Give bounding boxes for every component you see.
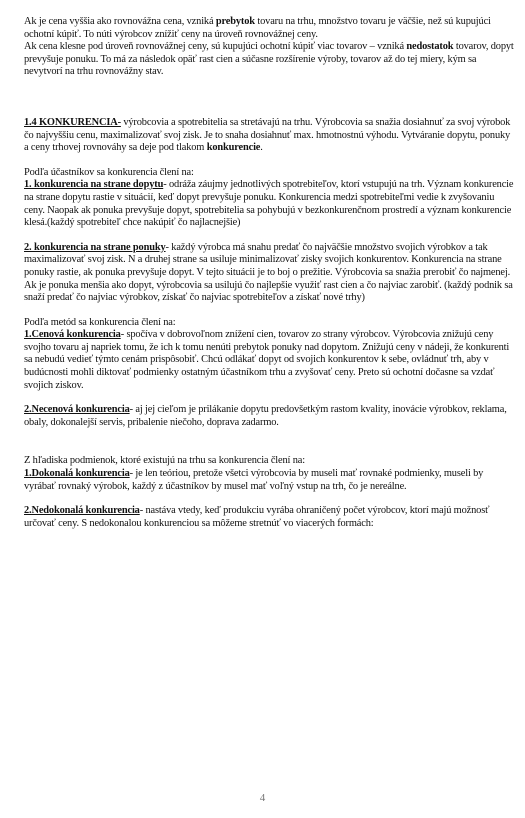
page-number: 4 bbox=[259, 792, 266, 804]
subheading-price: 1.Cenová konkurencia bbox=[24, 329, 121, 341]
paragraph-price-competition bbox=[24, 329, 516, 392]
text: Ak cena klesne pod úroveň rovnovážnej ceny, sú kupujúci ochotní kúpiť viac tovarov – vzniká bbox=[24, 41, 407, 53]
spacer bbox=[24, 493, 516, 505]
paragraph-perfect-competition bbox=[24, 468, 516, 493]
spacer bbox=[24, 392, 516, 404]
text: - spočíva v dobrovoľnom znížení cien, tovarov zo strany výrobcov. Výrobcovia znižujú ceny svojho tovaru aj napriek tomu, že ich k tomu nenúti prebytok ponuky nad dopytom. Znižujú ceny v nádeji, že konkurenti sa nebudú vedieť týmto cenám prispôsobiť. Chcú odlákať dopyt od svojich konkurentov k sebe, ovládnuť trh, aby v budúcnosti mohli diktovať podmienky ostatným účastníkom trhu a zvyšovať ceny. Preto sú ochotní dočasne sa vzdať svojich ziskov. bbox=[24, 329, 510, 391]
spacer bbox=[24, 230, 516, 242]
text: tovaru na trhu, množstvo tovaru je väčšie, než sú kupujúci ochotní kúpiť. To núti výrobcov znížiť ceny na úroveň rovnovážnej ceny. bbox=[24, 16, 491, 40]
paragraph-shortage bbox=[24, 41, 516, 79]
text: - je len teóriou, pretože všetci výrobcovia by museli mať rovnaké podmienky, museli by vyrábať rovnaký výrobok, každý z účastníkov by musel mať voľný vstup na trh, čo je nereálne. bbox=[24, 468, 484, 492]
subheading-supply: 2. konkurencia na strane ponuky bbox=[24, 241, 166, 253]
bold-term-konkurencie: konkurencie bbox=[206, 142, 261, 154]
text: . bbox=[260, 142, 263, 154]
text: - nastáva vtedy, keď produkciu vyrába ohraničený počet výrobcov, ktorí majú možnosť určovať ceny. S nedokonalou konkurenciou sa môžeme stretnúť vo viacerých formách: bbox=[24, 505, 490, 529]
paragraph-surplus bbox=[24, 16, 516, 41]
subheading-imperfect: 2.Nedokonalá konkurencia bbox=[24, 505, 140, 517]
text: Ak je cena vyššia ako rovnovážna cena, vzniká bbox=[24, 16, 216, 27]
paragraph-imperfect-competition bbox=[24, 505, 516, 530]
bold-term-prebytok: prebytok bbox=[215, 16, 255, 27]
spacer bbox=[24, 305, 516, 317]
text: - každý výrobca má snahu predať čo najväčšie množstvo svojich výrobkov a tak maximalizovať svoj zisk. N a druhej strane sa usiluje minimalizovať zisky svojich konkurentov. Konkurencia na strane ponuky rastie, ak ponuka prevyšuje dopyt. V tejto situácii je to boj o prežitie. Výrobcovia sa snažia prerobiť čo najmenej. Ak je ponuka menšia ako dopyt, výrobcovia sa usilujú čo najlepšie využiť rast cien a čo najviac zarobiť. (každý podnik sa snaží predať čo najviac výrobkov, získať čo najviac spotrebiteľov a získať nové trhy) bbox=[24, 241, 513, 304]
section-heading: 1.4 KONKURENCIA- bbox=[24, 116, 121, 128]
spacer bbox=[24, 105, 516, 117]
paragraph-konkurencia bbox=[24, 117, 516, 155]
paragraph-demand-competition bbox=[24, 179, 516, 229]
text: výrobcovia a spotrebitelia sa stretávajú na trhu. Výrobcovia sa snažia dosiahnuť za svoj výrobok čo najvyššiu cenu, maximalizovať svoj zisk. Je to snaha dosiahnuť max. hmotnostnú výhodu. Vytváranie dopytu, ponuky a ceny trhovej rovnováhy sa deje pod tlakom bbox=[24, 116, 511, 154]
paragraph-by-methods: Podľa metód sa konkurencia člení na: bbox=[24, 316, 176, 328]
bold-term-nedostatok: nedostatok bbox=[406, 41, 454, 53]
text: - aj jej cieľom je prilákanie dopytu predovšetkým rastom kvality, inovácie výrobkov, reklama, obaly, dokonalejší servis, pribalenie niečoho, doprava zadarmo. bbox=[24, 404, 507, 428]
paragraph-by-conditions: Z hľadiska podmienok, ktoré existujú na trhu sa konkurencia člení na: bbox=[24, 455, 305, 467]
subheading-demand: 1. konkurencia na strane dopytu bbox=[24, 179, 164, 191]
paragraph-supply-competition bbox=[24, 242, 516, 305]
paragraph-nonprice-competition bbox=[24, 404, 516, 429]
spacer bbox=[24, 155, 516, 167]
subheading-nonprice: 2.Necenová konkurencia bbox=[24, 404, 130, 416]
subheading-perfect: 1.Dokonalá konkurencia bbox=[24, 468, 130, 480]
text: tovarov, dopyt prevyšuje ponuku. To má za následok opäť rast cien a súčasne rozšírenie výroby, tovarov až do tej miery, kým sa nevytvorí na trhu rovnovážny stav. bbox=[24, 41, 514, 78]
paragraph-by-participants: Podľa účastníkov sa konkurencia člení na: bbox=[24, 166, 194, 178]
spacer bbox=[24, 429, 516, 455]
document-page bbox=[24, 16, 516, 530]
spacer bbox=[24, 79, 516, 105]
text: - odráža záujmy jednotlivých spotrebiteľov, ktorí vstupujú na trh. Význam konkurencie na strane dopytu rastie v situácií, keď dopyt prevyšuje ponuku. Konkurencia medzi spotrebiteľmi vedie k zvyšovaniu ceny. Naopak ak ponuka prevyšuje dopyt, spotrebitelia sa pohybujú v bezkonkurenčnom prostredí a význam konkurencie klesá.(každý spotrebiteľ chce nakúpiť čo najlacnejšie) bbox=[24, 179, 514, 229]
